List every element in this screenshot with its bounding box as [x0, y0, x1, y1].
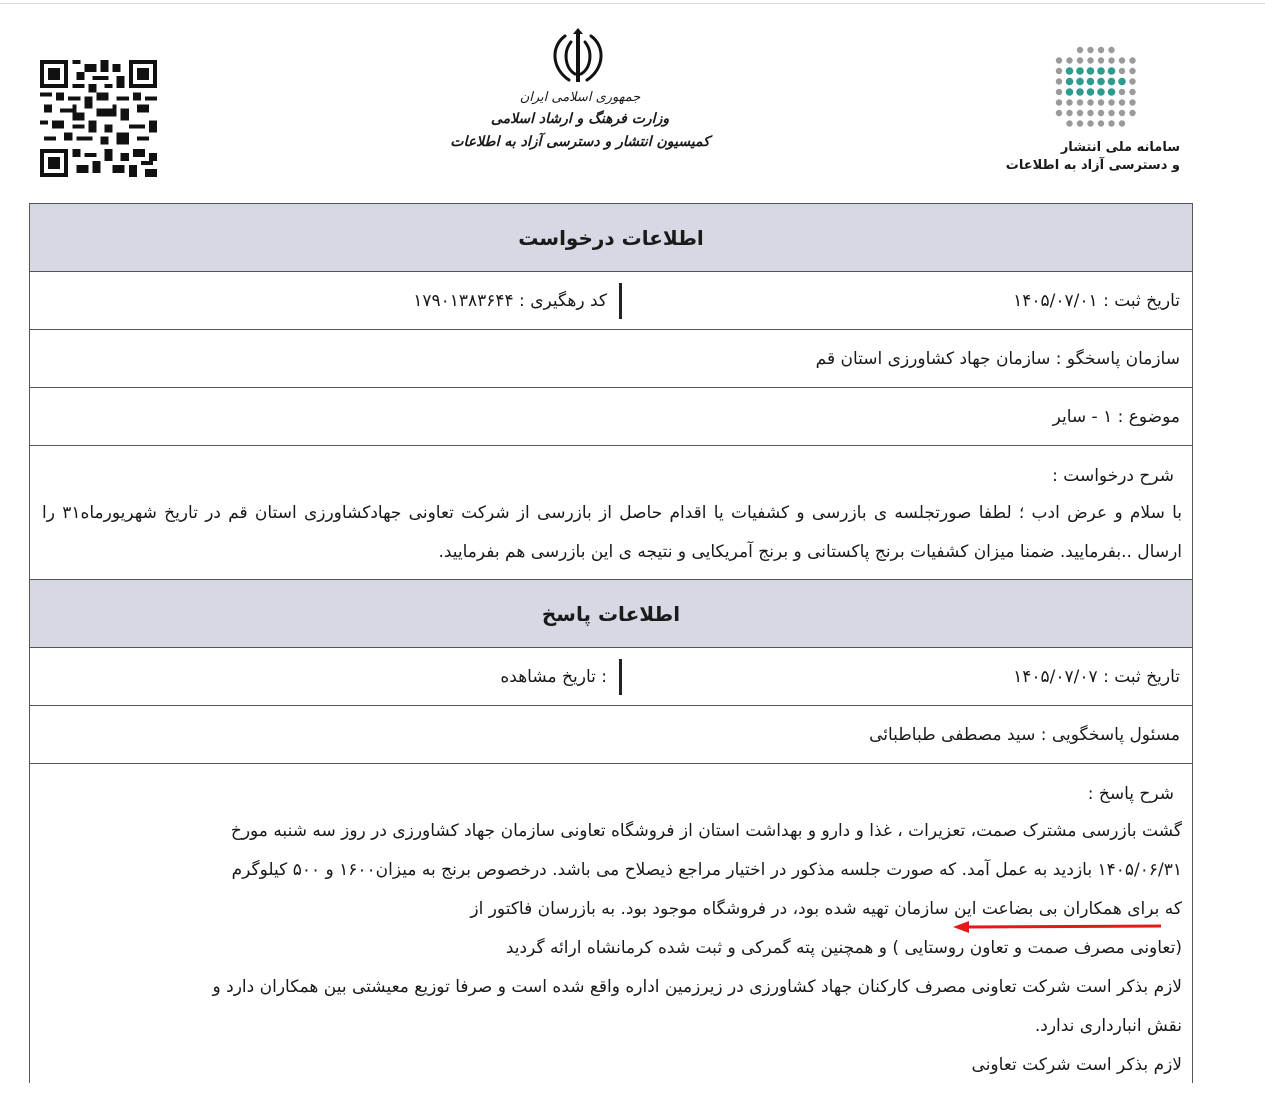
system-name-line-1: سامانه ملی انتشار — [1060, 140, 1180, 155]
dot-grid-logo-icon — [1054, 45, 1138, 133]
qr-code-icon — [40, 60, 157, 177]
divider — [619, 659, 622, 695]
response-line: لازم بذکر است شرکت تعاونی — [971, 1055, 1182, 1075]
response-reg-date: تاریخ ثبت : ۱۴۰۵/۰۷/۰۷ — [1013, 666, 1180, 687]
iran-emblem-icon — [545, 28, 611, 88]
top-border — [0, 3, 1265, 4]
red-arrow-annotation-icon — [953, 920, 1163, 934]
response-line: (تعاونی مصرف صمت و تعاون روستایی ) و همچنین پته گمرکی و ثبت شده کرمانشاه ارائه گردید — [505, 938, 1182, 958]
response-line: گشت بازرسی مشترک صمت، تعزیرات ، غذا و دارو و بهداشت استان از فروشگاه تعاونی سازمان جهاد کشاورزی در روز سه شنبه مورخ — [230, 821, 1182, 841]
response-line: لازم بذکر است شرکت تعاونی مصرف کارکنان جهاد کشاورزی در زیرزمین اداره واقع شده است و صرفا توزیع معیشتی بین همکاران دارد و — [212, 977, 1182, 997]
response-date-row — [30, 648, 1192, 706]
response-line: که برای همکاران بی بضاعت این سازمان تهیه شده بود، در فروشگاه موجود بود. به بازرسان فاکتور از — [470, 899, 1182, 919]
responding-org-row — [30, 330, 1192, 388]
gov-line-3: کمیسیون انتشار و دسترسی آزاد به اطلاعات — [450, 134, 710, 150]
response-line: نقش انبارداری ندارد. — [1034, 1016, 1182, 1036]
response-section-title: اطلاعات پاسخ — [541, 601, 681, 626]
request-section-title: اطلاعات درخواست — [518, 225, 704, 250]
info-form — [29, 203, 1193, 1083]
request-desc-label: شرح درخواست : — [1052, 466, 1174, 486]
tracking-code: کد رهگیری : ۱۷۹۰۱۳۸۳۶۴۴ — [413, 290, 607, 311]
responsible-person: مسئول پاسخگویی : سید مصطفی طباطبائی — [869, 724, 1180, 745]
gov-line-2: وزارت فرهنگ و ارشاد اسلامی — [490, 111, 670, 127]
subject-row — [30, 388, 1192, 446]
subject: موضوع : ۱ - سایر — [1052, 406, 1180, 427]
view-date: : تاریخ مشاهده — [500, 666, 607, 687]
response-desc-label: شرح پاسخ : — [1087, 784, 1174, 804]
divider — [619, 283, 622, 319]
gov-line-1: جمهوری اسلامی ایران — [519, 90, 641, 105]
response-section-header — [30, 580, 1192, 648]
request-description-row — [30, 446, 1192, 580]
request-desc-text: با سلام و عرض ادب ؛ لطفا صورتجلسه ی بازرسی و کشفیات یا اقدام حاصل از بازرسی از شرکت تعاونی جهادکشاورزی استان قم در تاریخ شهریورماه۳۱ را ارسال ..بفرمایید. ضمنا میزان کشفیات برنج پاکستانی و برنج آمریکایی و نتیجه ی این بازرسی هم بفرمایید. — [42, 503, 1182, 562]
responsible-row — [30, 706, 1192, 764]
request-date-row — [30, 272, 1192, 330]
response-line: ۱۴۰۵/۰۶/۳۱ بازدید به عمل آمد. که صورت جلسه مذکور در اختیار مراجع ذیصلاح می باشد. درخصوص برنج به میزان۱۶۰۰ و ۵۰۰ کیلوگرم — [231, 860, 1182, 880]
request-section-header — [30, 204, 1192, 272]
responding-org: سازمان پاسخگو : سازمان جهاد کشاورزی استان قم — [815, 348, 1180, 369]
request-reg-date: تاریخ ثبت : ۱۴۰۵/۰۷/۰۱ — [1013, 290, 1180, 311]
system-name-line-2: و دسترسی آزاد به اطلاعات — [1005, 158, 1180, 173]
